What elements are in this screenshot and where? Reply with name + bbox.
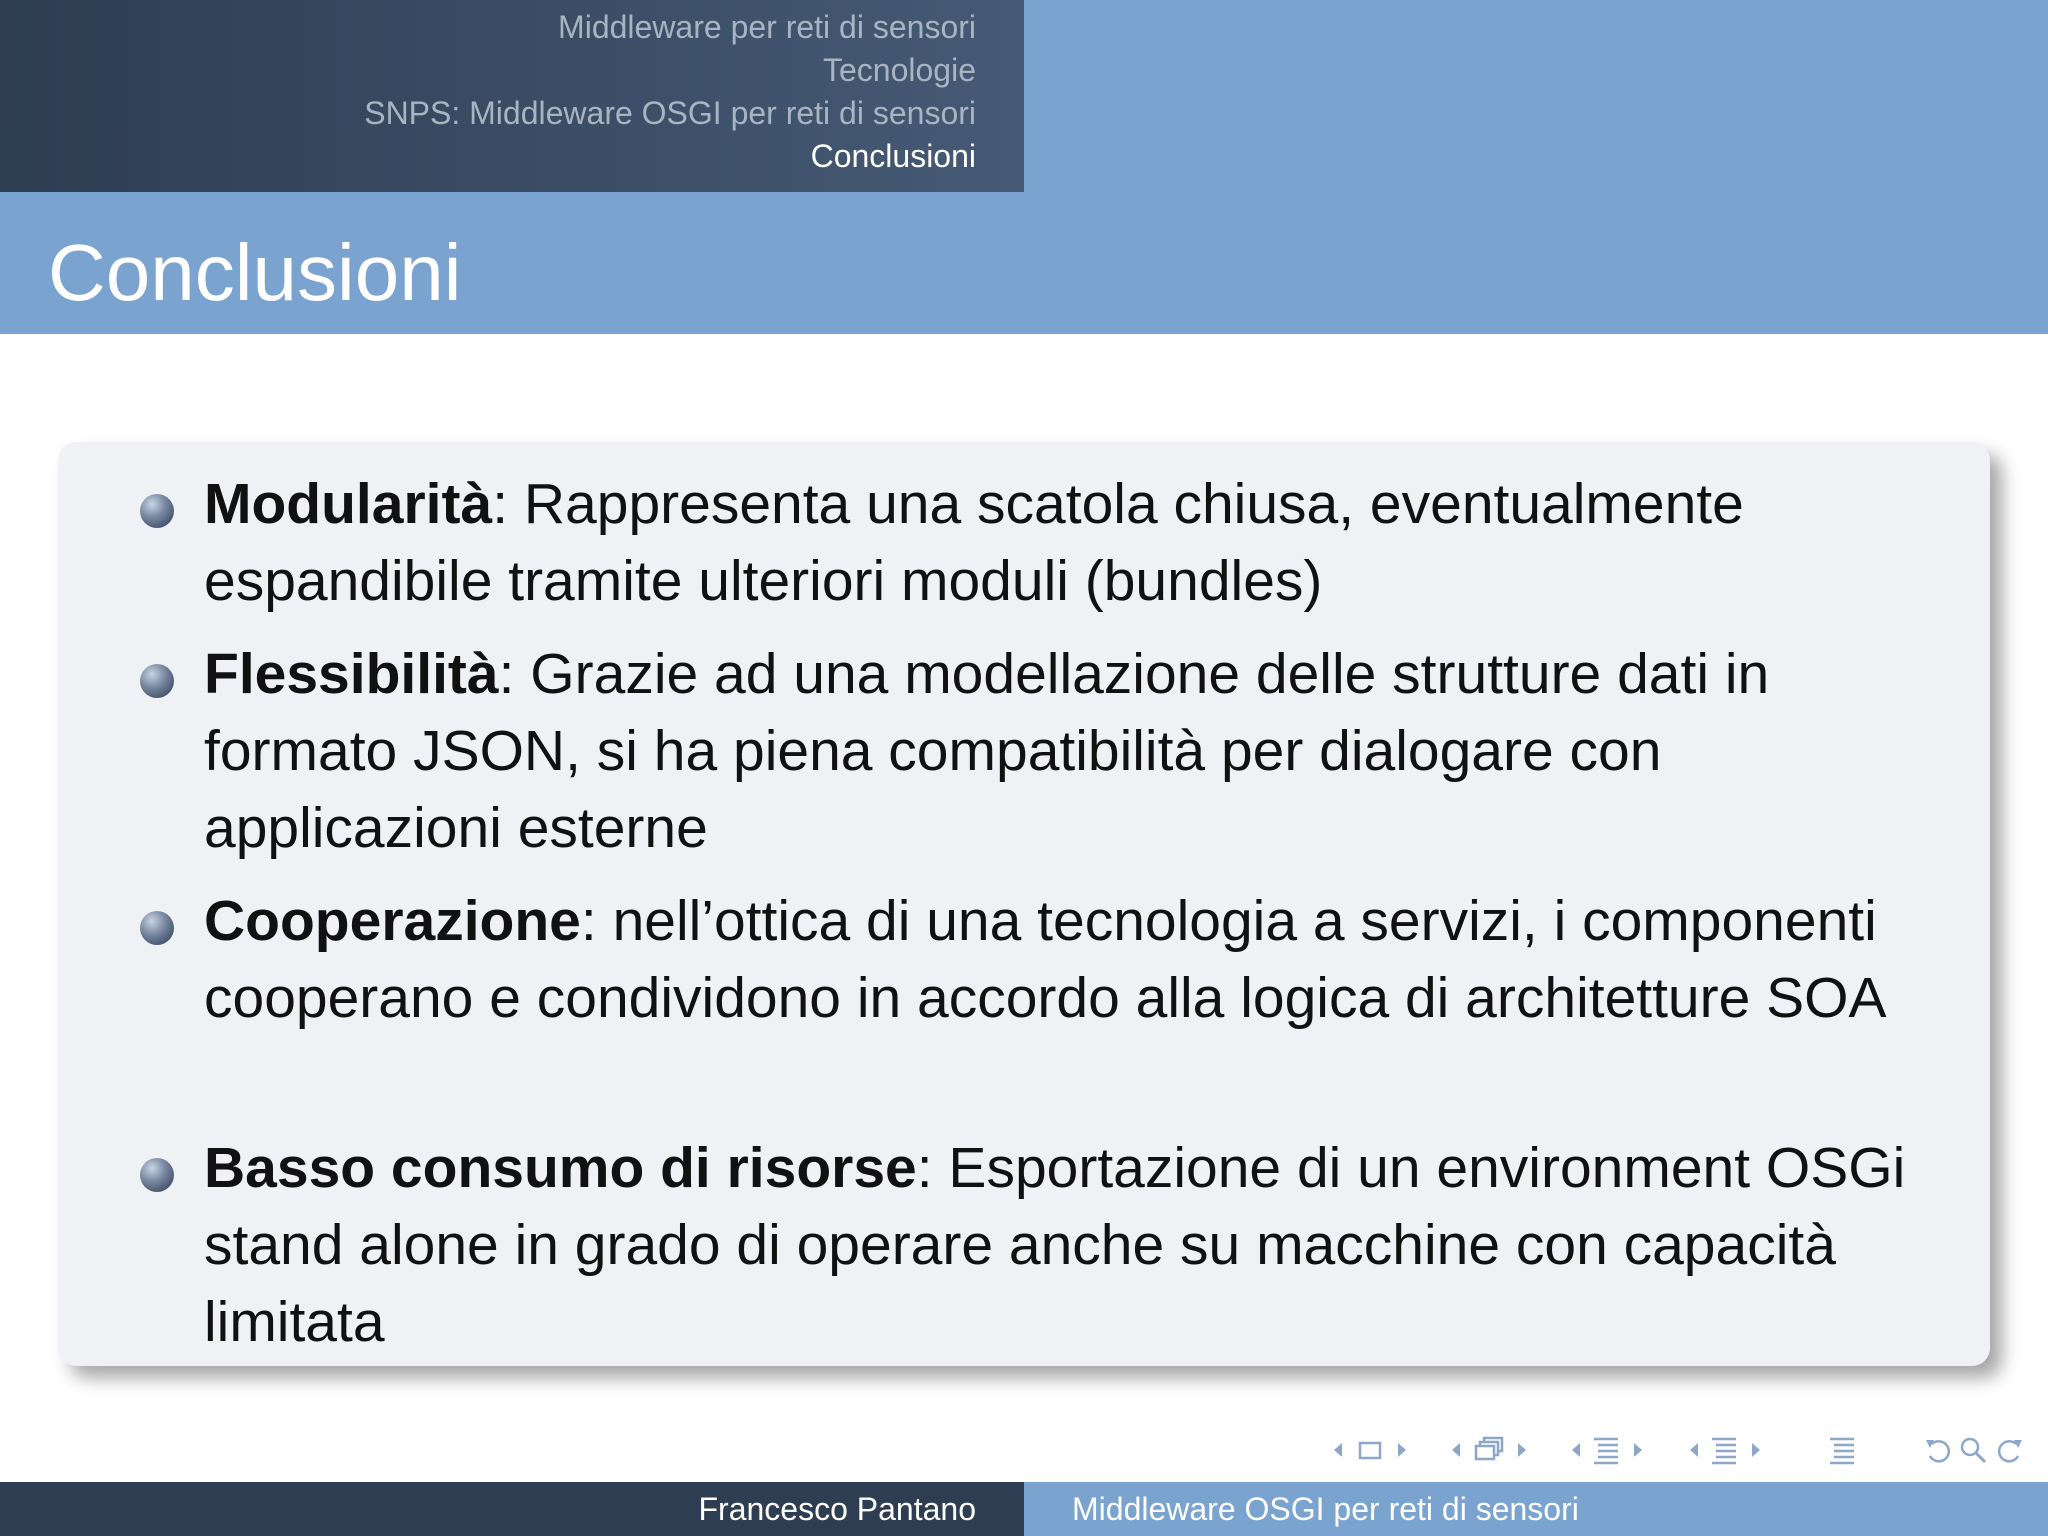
prev-arrow-icon[interactable]: [1330, 1430, 1346, 1470]
bullet-icon: [140, 911, 174, 945]
frame-icon[interactable]: [1356, 1430, 1386, 1470]
item-term: Cooperazione: [204, 889, 581, 953]
toc-icon[interactable]: [1826, 1430, 1860, 1470]
nav-item-presentation[interactable]: Middleware per reti di sensori: [558, 9, 976, 45]
section-icon[interactable]: [1590, 1430, 1624, 1470]
header-blank-panel: [1024, 0, 2048, 192]
nav-item-current[interactable]: Conclusioni: [810, 138, 976, 174]
footer-author: Francesco Pantano: [698, 1491, 976, 1527]
next-arrow-icon[interactable]: [1748, 1430, 1764, 1470]
bullet-icon: [140, 664, 174, 698]
item-text: [204, 1130, 1964, 1361]
prev-arrow-icon[interactable]: [1448, 1430, 1464, 1470]
search-icon[interactable]: [1958, 1430, 1990, 1470]
content-block: [58, 442, 1990, 1366]
prev-arrow-icon[interactable]: [1568, 1430, 1584, 1470]
item-term: Modularità: [204, 472, 493, 536]
footer-title: Middleware OSGI per reti di sensori: [1072, 1491, 1579, 1527]
nav-item-subsection[interactable]: SNPS: Middleware OSGI per reti di sensori: [364, 95, 976, 131]
item-text: [204, 466, 1964, 620]
item-description: Esportazione di un environment OSGi stand alone in grado di operare anche su macchine con capacità limitata: [204, 1136, 1906, 1354]
item-description: Rappresenta una scatola chiusa, eventualmente espandibile tramite ulteriori moduli (bundles): [204, 472, 1744, 613]
item-term: Basso consumo di risorse: [204, 1136, 917, 1200]
title-bar: [0, 192, 2048, 334]
item-text: [204, 883, 1964, 1037]
item-description: nell’ottica di una tecnologia a servizi, i componenti cooperano e condividono in accordo alla logica di architetture SOA: [204, 889, 1887, 1030]
subsection-icon[interactable]: [1472, 1430, 1508, 1470]
bullet-icon: [140, 494, 174, 528]
item-separator: :: [498, 642, 531, 706]
section-navigation: [364, 6, 976, 178]
footer-author-panel: [0, 1482, 1024, 1536]
footer-title-panel: [1024, 1482, 2048, 1536]
next-arrow-icon[interactable]: [1394, 1430, 1410, 1470]
item-separator: :: [916, 1136, 949, 1200]
redo-icon[interactable]: [1992, 1430, 2026, 1470]
beamer-navigation-bar: [1330, 1430, 2030, 1470]
item-separator: :: [580, 889, 613, 953]
prev-arrow-icon[interactable]: [1686, 1430, 1702, 1470]
item-term: Flessibilità: [204, 642, 499, 706]
undo-icon[interactable]: [1922, 1430, 1956, 1470]
header-nav-panel: [0, 0, 1024, 192]
bullet-icon: [140, 1158, 174, 1192]
item-text: [204, 636, 1964, 867]
item-separator: :: [492, 472, 524, 536]
next-arrow-icon[interactable]: [1514, 1430, 1530, 1470]
item-description: Grazie ad una modellazione delle strutture dati in formato JSON, si ha piena compatibilità per dialogare con applicazioni esterne: [204, 642, 1770, 860]
next-arrow-icon[interactable]: [1630, 1430, 1646, 1470]
nav-item-section[interactable]: Tecnologie: [823, 52, 976, 88]
slide-title: Conclusioni: [48, 228, 462, 317]
section-icon[interactable]: [1708, 1430, 1742, 1470]
